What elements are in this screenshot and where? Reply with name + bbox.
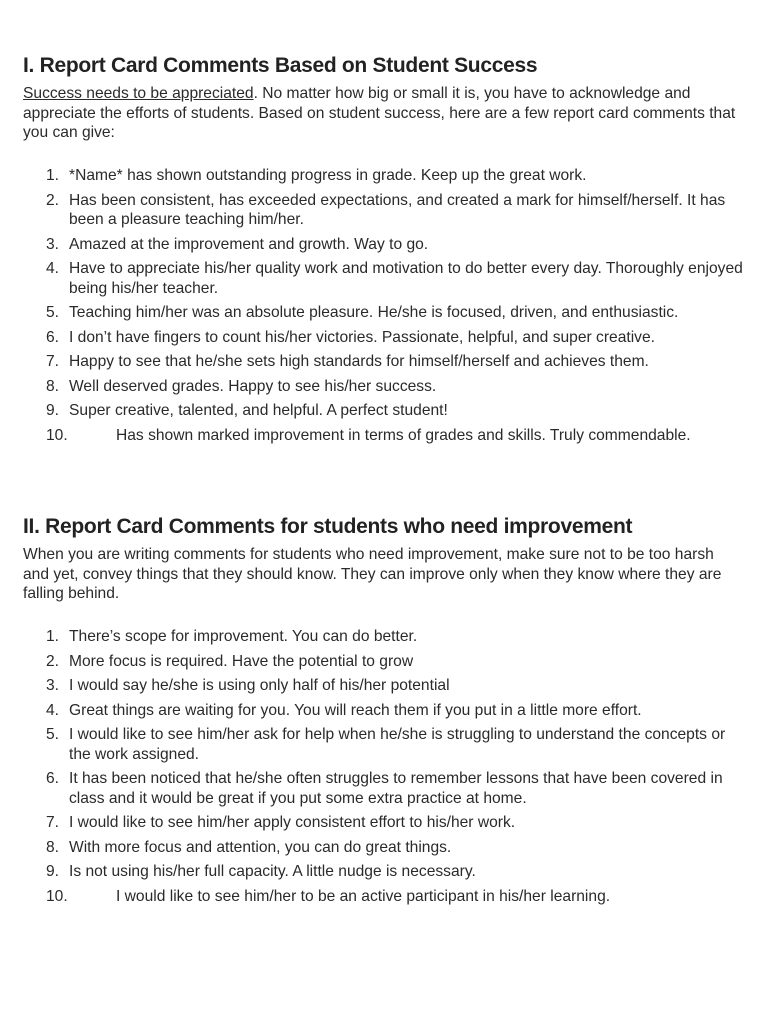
list-item bbox=[23, 769, 743, 808]
item-number: 6. bbox=[46, 328, 60, 346]
list-item bbox=[23, 838, 743, 858]
item-text: Super creative, talented, and helpful. A perfect student! bbox=[69, 402, 448, 419]
item-text: Teaching him/her was an absolute pleasure. He/she is focused, driven, and enthusiastic. bbox=[69, 304, 679, 321]
list-item bbox=[23, 652, 743, 672]
list-item bbox=[23, 426, 743, 446]
list-item bbox=[23, 887, 743, 907]
item-text: Amazed at the improvement and growth. Way to go. bbox=[69, 235, 429, 253]
item-text: *Name* has shown outstanding progress in grade. Keep up the great work. bbox=[69, 167, 587, 184]
item-text: Is not using his/her full capacity. A little nudge is necessary. bbox=[69, 863, 476, 880]
section-1-intro-link[interactable]: Success needs to be appreciated bbox=[23, 85, 254, 102]
improvement-comments-list bbox=[23, 627, 743, 911]
item-number: 2. bbox=[46, 191, 60, 209]
list-item bbox=[23, 377, 743, 397]
item-text: Well deserved grades. Happy to see his/her success. bbox=[69, 377, 437, 395]
item-number: 6. bbox=[46, 770, 60, 787]
item-number: 8. bbox=[46, 838, 60, 856]
item-text: I don’t have fingers to count his/her victories. Passionate, helpful, and super creative. bbox=[69, 328, 655, 346]
item-text: With more focus and attention, you can do great things. bbox=[69, 838, 452, 856]
item-number: 1. bbox=[46, 167, 60, 184]
item-number: 7. bbox=[46, 814, 60, 831]
list-item bbox=[23, 191, 743, 230]
item-text: More focus is required. Have the potential to grow bbox=[69, 652, 414, 670]
item-number: 5. bbox=[46, 726, 60, 743]
item-text: Have to appreciate his/her quality work and motivation to do better every day. Thoroughly enjoyed being his/her teacher. bbox=[69, 260, 743, 297]
item-text: I would like to see him/her apply consistent effort to his/her work. bbox=[69, 814, 516, 831]
item-text: Happy to see that he/she sets high standards for himself/herself and achieves them. bbox=[69, 353, 649, 370]
section-2-intro: When you are writing comments for students who need improvement, make sure not to be too harsh and yet, convey things that they should know. They can improve only when they know where they are falling behind. bbox=[23, 546, 722, 602]
list-item bbox=[23, 676, 743, 696]
item-text: I would like to see him/her ask for help when he/she is struggling to understand the concepts or the work assigned. bbox=[69, 726, 726, 763]
item-text: Has shown marked improvement in terms of grades and skills. Truly commendable. bbox=[116, 426, 691, 444]
item-number: 4. bbox=[46, 701, 60, 719]
item-number: 5. bbox=[46, 304, 60, 321]
item-number: 4. bbox=[46, 260, 60, 277]
item-number: 10. bbox=[46, 887, 68, 905]
item-number: 1. bbox=[46, 628, 60, 645]
list-item bbox=[23, 352, 743, 372]
item-text: There’s scope for improvement. You can do better. bbox=[69, 628, 418, 645]
list-item bbox=[23, 627, 743, 647]
item-text: Great things are waiting for you. You will reach them if you put in a little more effort. bbox=[69, 701, 642, 719]
list-item bbox=[23, 303, 743, 323]
item-number: 9. bbox=[46, 863, 60, 880]
item-number: 7. bbox=[46, 353, 60, 370]
item-text: I would say he/she is using only half of his/her potential bbox=[69, 677, 450, 694]
success-comments-list bbox=[23, 166, 743, 450]
section-2-heading: II. Report Card Comments for students who need improvement bbox=[23, 515, 633, 538]
list-item bbox=[23, 862, 743, 882]
item-number: 2. bbox=[46, 652, 60, 670]
list-item bbox=[23, 166, 743, 186]
list-item bbox=[23, 259, 743, 298]
section-1-intro-text: . No matter how big or small it is, you have to acknowledge and appreciate the efforts of students. Based on student success, here are a few report card comments that you can give: bbox=[23, 85, 736, 141]
item-number: 8. bbox=[46, 377, 60, 395]
list-item bbox=[23, 725, 743, 764]
section-1-heading: I. Report Card Comments Based on Student Success bbox=[23, 54, 538, 77]
item-text: It has been noticed that he/she often struggles to remember lessons that have been covered in class and it would be great if you put some extra practice at home. bbox=[69, 770, 723, 807]
item-text: I would like to see him/her to be an active participant in his/her learning. bbox=[116, 887, 611, 905]
item-number: 10. bbox=[46, 426, 68, 444]
list-item bbox=[23, 813, 743, 833]
item-text: Has been consistent, has exceeded expectations, and created a mark for himself/herself. It has been a pleasure teaching him/her. bbox=[69, 191, 726, 228]
list-item bbox=[23, 328, 743, 348]
item-number: 9. bbox=[46, 402, 60, 419]
item-number: 3. bbox=[46, 677, 60, 694]
list-item bbox=[23, 401, 743, 421]
item-number: 3. bbox=[46, 235, 60, 253]
list-item bbox=[23, 701, 743, 721]
section-1-intro bbox=[23, 84, 743, 143]
list-item bbox=[23, 235, 743, 255]
